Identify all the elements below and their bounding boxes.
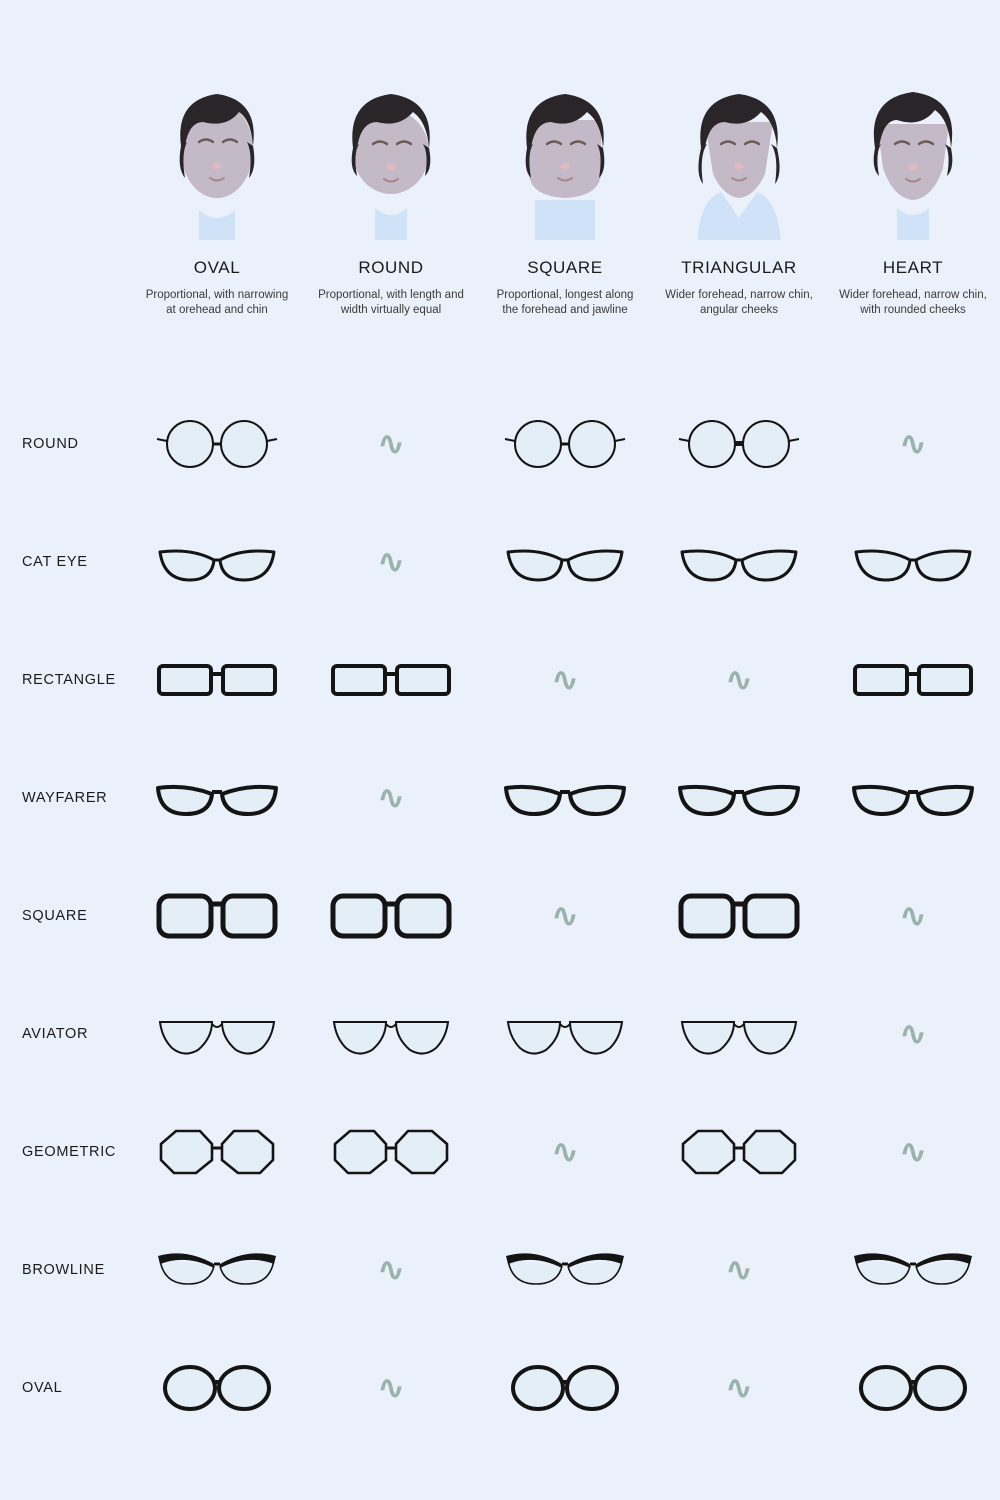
glasses-cat-eye-icon (500, 532, 630, 592)
no-match-icon: ∿ (898, 896, 928, 936)
cell-wayfarer-square (478, 739, 652, 857)
matrix-row-aviator (0, 975, 1000, 1093)
glasses-cat-eye-icon (674, 532, 804, 592)
cell-cateye-square (478, 503, 652, 621)
no-match-icon: ∿ (376, 542, 406, 582)
face-illustration-round (321, 50, 461, 240)
cell-browline-heart (826, 1211, 1000, 1329)
cell-oval-square (478, 1329, 652, 1447)
no-match-icon: ∿ (376, 424, 406, 464)
cell-aviator-oval (130, 975, 304, 1093)
cell-square-round (304, 857, 478, 975)
face-column-triangular (652, 50, 826, 318)
glasses-oval-icon (853, 1360, 973, 1416)
face-illustration-oval (147, 50, 287, 240)
face-column-heart (826, 50, 1000, 318)
cell-round-heart (826, 385, 1000, 503)
cell-cateye-heart (826, 503, 1000, 621)
matrix-row-oval (0, 1329, 1000, 1447)
cell-wayfarer-heart (826, 739, 1000, 857)
no-match-icon: ∿ (724, 1250, 754, 1290)
frame-style-label: RECTANGLE (22, 672, 116, 688)
no-match-icon: ∿ (898, 1014, 928, 1054)
glasses-round-icon (500, 414, 630, 474)
frame-style-label: SQUARE (22, 908, 88, 924)
glasses-square-icon (674, 884, 804, 948)
frame-style-label: CAT EYE (22, 554, 88, 570)
face-description: Proportional, longest along the forehead and jawline (496, 289, 634, 316)
cell-geometric-heart (826, 1093, 1000, 1211)
cell-square-triangular (652, 857, 826, 975)
glasses-wayfarer-icon (674, 768, 804, 828)
frame-style-label: OVAL (22, 1380, 63, 1396)
cell-oval-heart (826, 1329, 1000, 1447)
matrix-row-rectangle (0, 621, 1000, 739)
cell-geometric-oval (130, 1093, 304, 1211)
cell-oval-triangular (652, 1329, 826, 1447)
cell-cateye-triangular (652, 503, 826, 621)
frame-style-label: WAYFARER (22, 790, 108, 806)
matrix-row-browline (0, 1211, 1000, 1329)
matrix-row-wayfarer (0, 739, 1000, 857)
cell-aviator-heart (826, 975, 1000, 1093)
glasses-geometric-icon (326, 1122, 456, 1182)
face-description: Proportional, with narrowing at orehead and chin (145, 289, 289, 316)
glasses-cat-eye-icon (848, 532, 978, 592)
no-match-icon: ∿ (376, 778, 406, 818)
no-match-icon: ∿ (898, 424, 928, 464)
glasses-wayfarer-icon (152, 768, 282, 828)
matrix-row-square (0, 857, 1000, 975)
glasses-wayfarer-icon (500, 768, 630, 828)
cell-round-oval (130, 385, 304, 503)
face-shape-header (130, 50, 1000, 318)
cell-round-round (304, 385, 478, 503)
glasses-browline-icon (500, 1242, 630, 1298)
matrix-row-round (0, 385, 1000, 503)
no-match-icon: ∿ (550, 896, 580, 936)
cell-browline-round (304, 1211, 478, 1329)
glasses-aviator-icon (500, 1004, 630, 1064)
cell-cateye-round (304, 503, 478, 621)
cell-rectangle-oval (130, 621, 304, 739)
glasses-aviator-icon (326, 1004, 456, 1064)
frame-style-label: BROWLINE (22, 1262, 105, 1278)
cell-geometric-round (304, 1093, 478, 1211)
glasses-rectangle-icon (152, 650, 282, 710)
face-description: Wider forehead, narrow chin, with rounded cheeks (839, 289, 987, 316)
cell-oval-round (304, 1329, 478, 1447)
glasses-oval-icon (505, 1360, 625, 1416)
no-match-icon: ∿ (550, 660, 580, 700)
glasses-aviator-icon (674, 1004, 804, 1064)
cell-geometric-square (478, 1093, 652, 1211)
cell-aviator-triangular (652, 975, 826, 1093)
cell-rectangle-square (478, 621, 652, 739)
glasses-square-icon (326, 884, 456, 948)
face-title: TRIANGULAR (681, 258, 797, 277)
cell-geometric-triangular (652, 1093, 826, 1211)
glasses-geometric-icon (674, 1122, 804, 1182)
cell-rectangle-triangular (652, 621, 826, 739)
cell-wayfarer-oval (130, 739, 304, 857)
face-illustration-triangular (669, 50, 809, 240)
cell-square-heart (826, 857, 1000, 975)
no-match-icon: ∿ (550, 1132, 580, 1172)
face-description: Proportional, with length and width virtually equal (318, 289, 464, 316)
cell-round-triangular (652, 385, 826, 503)
matrix-row-geometric (0, 1093, 1000, 1211)
cell-aviator-square (478, 975, 652, 1093)
glasses-rectangle-icon (326, 650, 456, 710)
frame-style-label: ROUND (22, 436, 79, 452)
cell-browline-square (478, 1211, 652, 1329)
no-match-icon: ∿ (376, 1250, 406, 1290)
no-match-icon: ∿ (376, 1368, 406, 1408)
face-illustration-square (495, 50, 635, 240)
cell-square-square (478, 857, 652, 975)
cell-rectangle-heart (826, 621, 1000, 739)
glasses-geometric-icon (152, 1122, 282, 1182)
face-column-square (478, 50, 652, 318)
cell-round-square (478, 385, 652, 503)
cell-aviator-round (304, 975, 478, 1093)
frame-style-label: AVIATOR (22, 1026, 89, 1042)
face-title: SQUARE (527, 258, 603, 277)
cell-rectangle-round (304, 621, 478, 739)
frame-style-label: GEOMETRIC (22, 1144, 117, 1160)
frame-style-matrix (0, 385, 1000, 1447)
no-match-icon: ∿ (724, 660, 754, 700)
glasses-aviator-icon (152, 1004, 282, 1064)
face-illustration-heart (843, 50, 983, 240)
no-match-icon: ∿ (724, 1368, 754, 1408)
glasses-cat-eye-icon (152, 532, 282, 592)
matrix-row-cat-eye (0, 503, 1000, 621)
glasses-square-icon (152, 884, 282, 948)
face-title: OVAL (193, 258, 241, 277)
cell-square-oval (130, 857, 304, 975)
face-title: ROUND (358, 258, 424, 277)
glasses-round-icon (674, 414, 804, 474)
no-match-icon: ∿ (898, 1132, 928, 1172)
cell-browline-triangular (652, 1211, 826, 1329)
glasses-rectangle-icon (848, 650, 978, 710)
face-column-round (304, 50, 478, 318)
glasses-round-icon (152, 414, 282, 474)
glasses-oval-icon (157, 1360, 277, 1416)
glasses-browline-icon (848, 1242, 978, 1298)
glasses-wayfarer-icon (848, 768, 978, 828)
cell-browline-oval (130, 1211, 304, 1329)
cell-wayfarer-triangular (652, 739, 826, 857)
cell-oval-oval (130, 1329, 304, 1447)
glasses-browline-icon (152, 1242, 282, 1298)
face-description: Wider forehead, narrow chin, angular cheeks (665, 289, 813, 316)
face-title: HEART (882, 258, 944, 277)
face-column-oval (130, 50, 304, 318)
cell-cateye-oval (130, 503, 304, 621)
cell-wayfarer-round (304, 739, 478, 857)
